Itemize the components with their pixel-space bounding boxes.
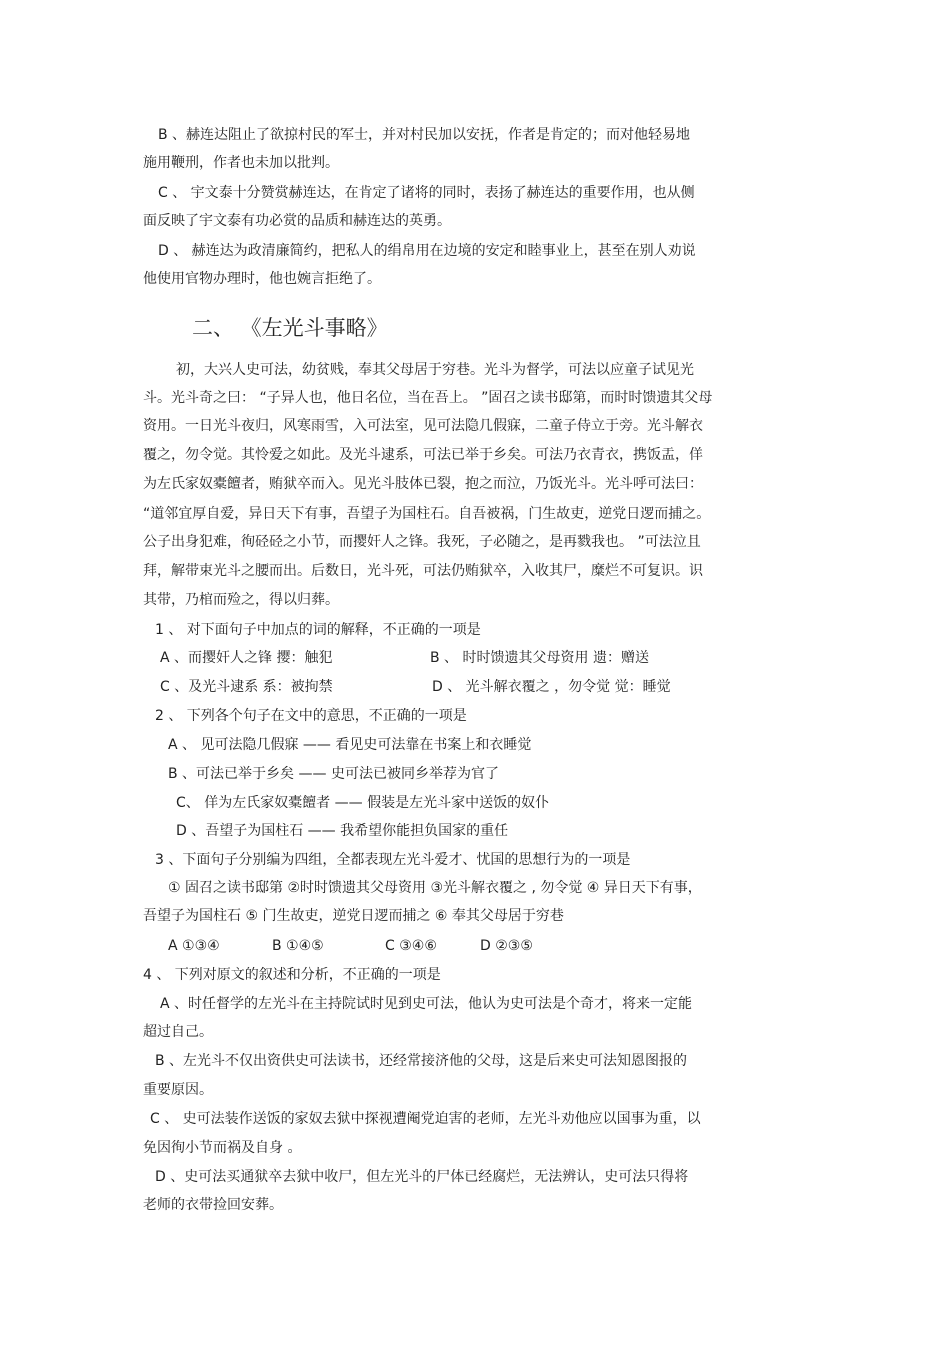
question-3-stem: 3 、下面句子分别编为四组，全都表现左光斗爱才、忧国的思想行为的一项是 xyxy=(155,852,631,868)
question-3-option-d: D ②③⑤ xyxy=(480,938,533,954)
question-4-option-d-line1: D 、史可法买通狱卒去狱中收尸，但左光斗的尸体已经腐烂，无法辨认，史可法只得将 xyxy=(155,1169,689,1185)
question-3-items-line1: ① 固召之读书邸第 ②时时馈遗其父母资用 ③光斗解衣覆之 , 勿令觉 ④ 异日天下有事， xyxy=(168,880,702,896)
passage-line: 初，大兴人史可法，幼贫贱，奉其父母居于穷巷。光斗为督学，可法以应童子试见光 xyxy=(176,362,694,378)
passage-line: 公子出身犯难，徇硁硁之小节，而撄奸人之锋。我死，子必随之，是再戮我也。 ”可法泣且 xyxy=(143,534,701,550)
question-2-option-d: D 、吾望子为国柱石 —— 我希望你能担负国家的重任 xyxy=(176,823,509,839)
passage-line: 为左氏家奴橐饘者，贿狱卒而入。见光斗肢体已裂，抱之而泣，乃饭光斗。光斗呼可法曰： xyxy=(143,476,703,492)
option-d-line2: 他使用官物办理时，他也婉言拒绝了。 xyxy=(143,271,381,287)
passage-line: 覆之，勿令觉。其怜爱之如此。及光斗逮系，可法已举于乡矣。可法乃衣青衣，携饭盂，佯 xyxy=(143,447,703,463)
passage-line: 拜，解带束光斗之腰而出。后数日，光斗死，可法仍贿狱卒，入收其尸，糜烂不可复识。识 xyxy=(143,563,703,579)
question-2-option-a: A 、 见可法隐几假寐 —— 看见史可法靠在书案上和衣睡觉 xyxy=(168,737,532,753)
option-c-line1: C 、 宇文泰十分赞赏赫连达，在肯定了诸将的同时，表扬了赫连达的重要作用，也从侧 xyxy=(158,185,695,201)
question-2-option-c: C、 佯为左氏家奴橐饘者 —— 假装是左光斗家中送饭的奴仆 xyxy=(176,795,550,811)
option-b-line2: 施用鞭刑，作者也未加以批判。 xyxy=(143,155,339,171)
question-2-option-b: B 、可法已举于乡矣 —— 史可法已被同乡举荐为官了 xyxy=(168,766,499,782)
question-3-items-line2: 吾望子为国柱石 ⑤ 门生故吏，逆党日逻而捕之 ⑥ 奉其父母居于穷巷 xyxy=(143,908,564,924)
question-3-option-b: B ①④⑤ xyxy=(272,938,324,954)
section-title: 二、 《左光斗事略》 xyxy=(192,316,388,340)
question-1-stem: 1 、 对下面句子中加点的词的解释，不正确的一项是 xyxy=(155,622,481,638)
option-d-line1: D 、 赫连达为政清廉简约，把私人的绢帛用在边境的安定和睦事业上，甚至在别人劝说 xyxy=(158,243,696,259)
passage-line: 其带，乃棺而殓之，得以归葬。 xyxy=(143,592,339,608)
question-4-stem: 4 、 下列对原文的叙述和分析，不正确的一项是 xyxy=(143,967,441,983)
option-c-line2: 面反映了宇文泰有功必赏的品质和赫连达的英勇。 xyxy=(143,213,451,229)
question-1-option-d: D 、 光斗解衣覆之 ，勿令觉 觉：睡觉 xyxy=(432,679,671,695)
question-4-option-a-line1: A 、时任督学的左光斗在主持院试时见到史可法，他认为史可法是个奇才，将来一定能 xyxy=(160,996,693,1012)
question-1-option-a: A 、而撄奸人之锋 撄：触犯 xyxy=(160,650,333,666)
question-3-option-c: C ③④⑥ xyxy=(385,938,437,954)
question-4-option-c-line1: C 、 史可法装作送饭的家奴去狱中探视遭阉党迫害的老师，左光斗劝他应以国事为重，以 xyxy=(150,1111,701,1127)
question-4-option-d-line2: 老师的衣带捡回安葬。 xyxy=(143,1197,283,1213)
question-2-stem: 2 、 下列各个句子在文中的意思，不正确的一项是 xyxy=(155,708,467,724)
passage-line: 资用。一日光斗夜归，风寒雨雪，入可法室，见可法隐几假寐，二童子侍立于旁。光斗解衣 xyxy=(143,418,703,434)
passage-line: “道邻宜厚自爱，异日天下有事，吾望子为国柱石。自吾被祸，门生故吏，逆党日逻而捕之。 xyxy=(143,506,711,522)
question-4-option-b-line1: B 、左光斗不仅出资供史可法读书，还经常接济他的父母，这是后来史可法知恩图报的 xyxy=(155,1053,688,1069)
question-4-option-c-line2: 免因徇小节而祸及自身 。 xyxy=(143,1140,302,1156)
question-4-option-b-line2: 重要原因。 xyxy=(143,1082,213,1098)
question-1-option-c: C 、及光斗逮系 系：被拘禁 xyxy=(160,679,333,695)
question-3-option-a: A ①③④ xyxy=(168,938,220,954)
question-1-option-b: B 、 时时馈遗其父母资用 遗：赠送 xyxy=(430,650,649,666)
question-4-option-a-line2: 超过自己。 xyxy=(143,1024,213,1040)
passage-line: 斗。光斗奇之曰： “子异人也，他日名位，当在吾上。 ”固召之读书邸第，而时时馈遗其父母 xyxy=(143,390,713,406)
option-b-line1: B 、赫连达阻止了欲掠村民的军士，并对村民加以安抚，作者是肯定的；而对他轻易地 xyxy=(158,127,691,143)
